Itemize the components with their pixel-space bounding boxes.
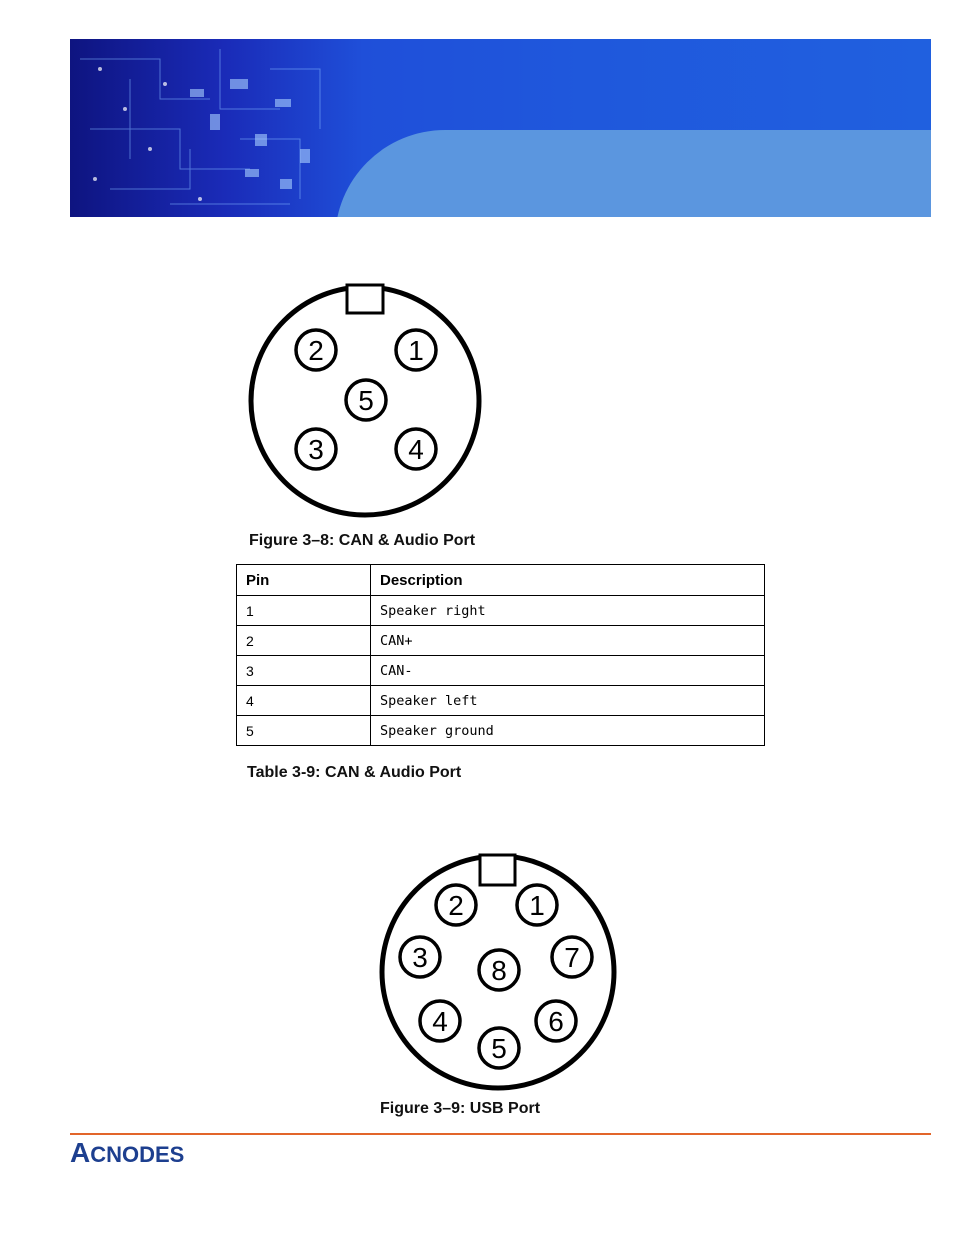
description-cell: CAN+ [371,626,765,656]
svg-text:8: 8 [491,955,507,986]
description-cell: CAN- [371,656,765,686]
svg-text:6: 6 [548,1006,564,1037]
logo-first-letter: A [70,1137,91,1168]
pin-cell: 3 [237,656,371,686]
pin-7 [552,937,592,977]
figure-3-9-caption: Figure 3–9: USB Port [380,1100,541,1117]
pin-8 [479,950,519,990]
can-audio-pin-table [236,564,765,746]
pin-5 [479,1028,519,1068]
pin-1 [396,330,436,370]
pin-cell: 1 [237,596,371,626]
pin-3 [296,429,336,469]
pin-2 [436,885,476,925]
figure-3-8-caption: Figure 3–8: CAN & Audio Port [249,532,476,549]
pin-cell: 4 [237,686,371,716]
svg-text:3: 3 [412,942,428,973]
description-cell: Speaker left [371,686,765,716]
can-audio-connector-svg [247,283,485,523]
column-header-description: Description [371,565,765,596]
footer-divider [70,1133,931,1135]
connector-key [480,855,515,885]
banner-light-panel [335,130,931,217]
pin-2 [296,330,336,370]
svg-text:4: 4 [432,1006,448,1037]
svg-text:1: 1 [408,335,424,366]
svg-text:5: 5 [491,1033,507,1064]
table-row [237,656,765,686]
table-row [237,596,765,626]
pin-5 [346,380,386,420]
description-cell: Speaker right [371,596,765,626]
svg-text:1: 1 [529,890,545,921]
usb-connector-svg [379,853,619,1091]
svg-text:2: 2 [308,335,324,366]
table-row [237,686,765,716]
table-row [237,626,765,656]
pin-cell: 5 [237,716,371,746]
svg-text:5: 5 [358,385,374,416]
pin-cell: 2 [237,626,371,656]
table-3-9-caption: Table 3-9: CAN & Audio Port [247,764,462,781]
logo-rest: CNODES [90,1142,185,1167]
header-banner [70,39,931,217]
can-audio-port-diagram [247,283,485,523]
svg-text:7: 7 [564,942,580,973]
connector-key [347,285,383,313]
table-header-row [237,565,765,596]
acnodes-logo [70,1137,184,1169]
svg-text:2: 2 [448,890,464,921]
table-row [237,716,765,746]
svg-text:3: 3 [308,434,324,465]
pin-3 [400,937,440,977]
svg-text:4: 4 [408,434,424,465]
pin-4 [420,1001,460,1041]
pin-4 [396,429,436,469]
pin-6 [536,1001,576,1041]
usb-port-diagram [379,853,619,1091]
description-cell: Speaker ground [371,716,765,746]
pin-1 [517,885,557,925]
column-header-pin: Pin [237,565,371,596]
